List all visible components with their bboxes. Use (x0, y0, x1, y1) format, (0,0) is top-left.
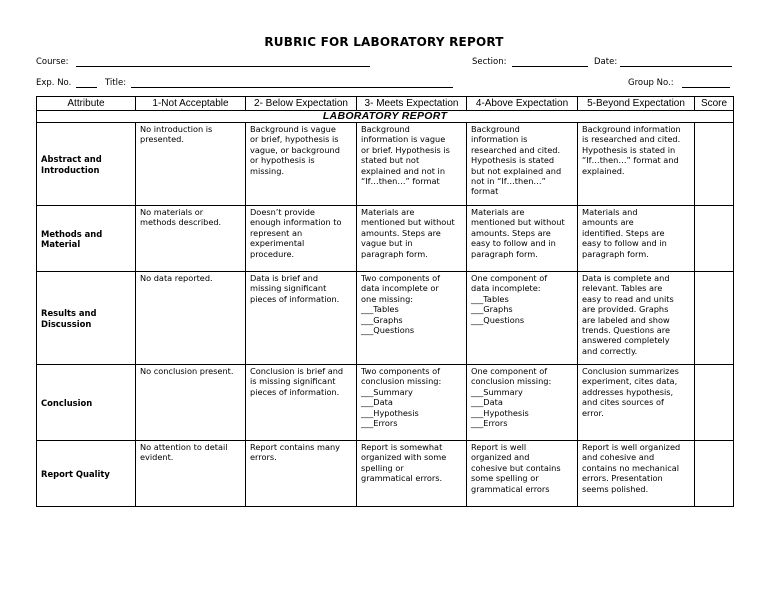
criteria-line: vague, or background (250, 144, 340, 155)
criteria-line: paragraph form. (582, 248, 649, 259)
attribute-line: Introduction (41, 164, 100, 175)
criteria-line: ___Graphs (471, 304, 513, 315)
criteria-line: represent an (250, 227, 303, 238)
criteria-line: methods described. (140, 217, 222, 228)
criteria-line: “If…then…” format and (582, 155, 679, 166)
criteria-line: one missing: (361, 293, 414, 304)
title-label: Title: (105, 78, 127, 88)
criteria-line: ___Summary (361, 386, 413, 397)
criteria-line: or hypothesis is (250, 155, 315, 166)
date-label: Date: (594, 57, 618, 67)
header-level-2: 2- Below Expectation (246, 97, 357, 111)
criteria-line: or brief. Hypothesis is (361, 144, 450, 155)
criteria-line: is missing significant (250, 376, 336, 387)
criteria-line: mentioned but without (361, 217, 455, 228)
criteria-line: stated but not (361, 155, 420, 166)
criteria-line: error. (582, 407, 604, 418)
criteria-line: and correctly. (582, 345, 638, 356)
attribute-line: Results and (41, 308, 97, 319)
criteria-line: information is vague (361, 134, 446, 145)
criteria-line: information is (471, 134, 528, 145)
criteria-cell-level-2 (246, 365, 357, 441)
criteria-line: ___Graphs (361, 314, 403, 325)
criteria-line: Conclusion summarizes (582, 366, 679, 376)
criteria-line: ___Hypothesis (471, 407, 529, 418)
exp-no-label: Exp. No. (36, 78, 72, 88)
header-row (37, 97, 734, 111)
criteria-line: Two components of (361, 366, 441, 376)
criteria-line: Data is complete and (582, 273, 670, 283)
section-label: Section: (472, 57, 507, 67)
rubric-row-report-quality (37, 441, 734, 507)
header-level-5: 5-Beyond Expectation (578, 97, 695, 111)
criteria-line: easy to follow and in (471, 238, 556, 249)
criteria-line: No attention to detail (140, 442, 228, 452)
criteria-line: researched and cited. (471, 144, 561, 155)
criteria-line: or brief, hypothesis is (250, 134, 339, 145)
criteria-line: vague but in (361, 238, 413, 249)
criteria-line: not in “If…then…” (471, 176, 546, 187)
criteria-line: explained. (582, 165, 625, 176)
criteria-line: data incomplete: (471, 283, 541, 294)
criteria-line: amounts. Steps are (361, 227, 441, 238)
criteria-line: ___Hypothesis (361, 407, 419, 418)
criteria-line: ___Tables (361, 304, 399, 315)
criteria-line: Background (361, 124, 410, 134)
criteria-cell-level-1 (136, 123, 246, 206)
criteria-cell-level-4 (467, 272, 578, 365)
criteria-line: ___Data (471, 397, 503, 408)
criteria-line: paragraph form. (471, 248, 538, 259)
criteria-line: grammatical errors. (361, 473, 443, 484)
criteria-line: No conclusion present. (140, 366, 234, 376)
attribute-line: Discussion (41, 318, 92, 329)
criteria-cell-level-4 (467, 441, 578, 507)
attribute-line: Conclusion (41, 397, 93, 408)
criteria-cell-level-5 (578, 272, 695, 365)
criteria-line: missing. (250, 165, 285, 176)
criteria-line: explained and not in (361, 165, 446, 176)
header-level-3: 3- Meets Expectation (357, 97, 467, 111)
criteria-line: seems polished. (582, 483, 649, 494)
criteria-line: ___Questions (361, 325, 415, 336)
page-title: RUBRIC FOR LABORATORY REPORT (264, 35, 504, 49)
criteria-line: conclusion missing: (361, 376, 442, 387)
header-level-1: 1-Not Acceptable (136, 97, 246, 111)
criteria-line: but not explained and (471, 165, 562, 176)
criteria-line: is researched and cited. (582, 134, 681, 145)
criteria-line: grammatical errors (471, 483, 550, 494)
course-input-line[interactable] (76, 66, 370, 67)
attribute-line: Abstract and (41, 154, 102, 165)
criteria-line: Two components of (361, 273, 441, 283)
header-attribute: Attribute (37, 97, 136, 111)
criteria-line: pieces of information. (250, 386, 340, 397)
criteria-line: procedure. (250, 248, 295, 259)
criteria-line: contains no mechanical (582, 462, 680, 473)
criteria-line: and cohesive and (582, 452, 655, 463)
criteria-line: amounts are (582, 217, 634, 228)
rubric-row-methods-material (37, 206, 734, 272)
header-score: Score (695, 97, 734, 111)
attribute-cell (37, 272, 136, 365)
criteria-line: Materials are (471, 207, 525, 217)
criteria-line: amounts. Steps are (471, 227, 551, 238)
criteria-cell-level-2 (246, 206, 357, 272)
criteria-cell-level-2 (246, 272, 357, 365)
criteria-line: Background information (582, 124, 681, 134)
section-label: LABORATORY REPORT (37, 111, 734, 123)
criteria-line: identified. Steps are (582, 227, 665, 238)
criteria-line: are provided. Graphs (582, 304, 669, 315)
criteria-line: No data reported. (140, 273, 213, 283)
criteria-line: evident. (140, 452, 174, 463)
criteria-line: organized and (471, 452, 530, 463)
criteria-line: organized with some (361, 452, 447, 463)
criteria-line: ___Errors (471, 418, 508, 429)
criteria-line: errors. (250, 452, 277, 463)
section-input-line[interactable] (512, 66, 588, 67)
criteria-cell-level-4 (467, 365, 578, 441)
criteria-line: “If…then…” format (361, 176, 440, 187)
criteria-line: One component of (471, 366, 548, 376)
criteria-line: answered completely (582, 335, 670, 346)
criteria-line: format (471, 186, 499, 197)
criteria-line: Hypothesis is stated in (582, 144, 676, 155)
rubric-table (36, 96, 734, 507)
criteria-line: Data is brief and (250, 273, 319, 283)
criteria-line: missing significant (250, 283, 327, 294)
criteria-line: spelling or (361, 462, 404, 473)
criteria-line: ___Data (361, 397, 393, 408)
criteria-cell-level-3 (357, 206, 467, 272)
criteria-line: pieces of information. (250, 293, 340, 304)
criteria-line: Doesn’t provide (250, 207, 315, 217)
date-input-line[interactable] (620, 66, 732, 67)
attribute-line: Report Quality (41, 468, 110, 479)
criteria-line: experimental (250, 238, 305, 249)
criteria-line: experiment, cites data, (582, 376, 678, 387)
criteria-line: ___Questions (471, 314, 525, 325)
criteria-cell-level-1 (136, 365, 246, 441)
criteria-cell-level-3 (357, 441, 467, 507)
criteria-line: data incomplete or (361, 283, 439, 294)
criteria-line: ___Tables (471, 293, 509, 304)
criteria-line: addresses hypothesis, (582, 386, 674, 397)
criteria-cell-level-5 (578, 441, 695, 507)
criteria-cell-level-4 (467, 206, 578, 272)
criteria-line: Materials are (361, 207, 415, 217)
criteria-line: errors. Presentation (582, 473, 663, 484)
criteria-line: enough information to (250, 217, 342, 228)
criteria-cell-level-3 (357, 272, 467, 365)
criteria-line: No introduction is (140, 124, 213, 134)
criteria-cell-level-2 (246, 123, 357, 206)
criteria-line: ___Summary (471, 386, 523, 397)
criteria-line: Report contains many (250, 442, 341, 452)
score-cell[interactable] (695, 123, 734, 206)
score-cell[interactable] (695, 206, 734, 272)
criteria-line: Report is somewhat (361, 442, 443, 452)
score-cell[interactable] (695, 272, 734, 365)
rubric-row-conclusion (37, 365, 734, 441)
criteria-line: cohesive but contains (471, 462, 561, 473)
criteria-cell-level-5 (578, 206, 695, 272)
criteria-line: Report is well organized (582, 442, 681, 452)
criteria-line: Materials and (582, 207, 638, 217)
attribute-cell (37, 123, 136, 206)
title-input-line[interactable] (131, 87, 453, 88)
criteria-cell-level-1 (136, 206, 246, 272)
course-label: Course: (36, 57, 69, 67)
criteria-cell-level-1 (136, 272, 246, 365)
attribute-cell (37, 441, 136, 507)
criteria-line: conclusion missing: (471, 376, 552, 387)
criteria-line: Report is well (471, 442, 527, 452)
group-no-input-line[interactable] (682, 87, 730, 88)
criteria-line: presented. (140, 134, 184, 145)
criteria-line: Conclusion is brief and (250, 366, 344, 376)
criteria-cell-level-4 (467, 123, 578, 206)
criteria-line: easy to read and units (582, 293, 674, 304)
criteria-line: and cites sources of (582, 397, 664, 408)
criteria-line: relevant. Tables are (582, 283, 663, 294)
score-cell[interactable] (695, 365, 734, 441)
group-no-label: Group No.: (628, 78, 674, 88)
exp-no-input-line[interactable] (76, 87, 97, 88)
attribute-line: Material (41, 239, 81, 249)
criteria-cell-level-2 (246, 441, 357, 507)
attribute-cell (37, 206, 136, 272)
criteria-line: trends. Questions are (582, 325, 671, 336)
criteria-cell-level-5 (578, 123, 695, 206)
header-level-4: 4-Above Expectation (467, 97, 578, 111)
criteria-line: Hypothesis is stated (471, 155, 555, 166)
criteria-line: easy to follow and in (582, 238, 667, 249)
criteria-line: are labeled and show (582, 314, 670, 325)
score-cell[interactable] (695, 441, 734, 507)
criteria-line: Background is vague (250, 124, 336, 134)
rubric-row-results-discussion (37, 272, 734, 365)
criteria-line: No materials or (140, 207, 204, 217)
criteria-line: mentioned but without (471, 217, 565, 228)
criteria-cell-level-1 (136, 441, 246, 507)
criteria-cell-level-3 (357, 123, 467, 206)
rubric-row-abstract-introduction (37, 123, 734, 206)
criteria-line: paragraph form. (361, 248, 428, 259)
criteria-line: Background (471, 124, 520, 134)
attribute-line: Methods and (41, 228, 103, 239)
criteria-cell-level-5 (578, 365, 695, 441)
criteria-cell-level-3 (357, 365, 467, 441)
criteria-line: One component of (471, 273, 548, 283)
section-row (37, 111, 734, 123)
attribute-cell (37, 365, 136, 441)
criteria-line: some spelling or (471, 473, 539, 484)
criteria-line: ___Errors (361, 418, 398, 429)
